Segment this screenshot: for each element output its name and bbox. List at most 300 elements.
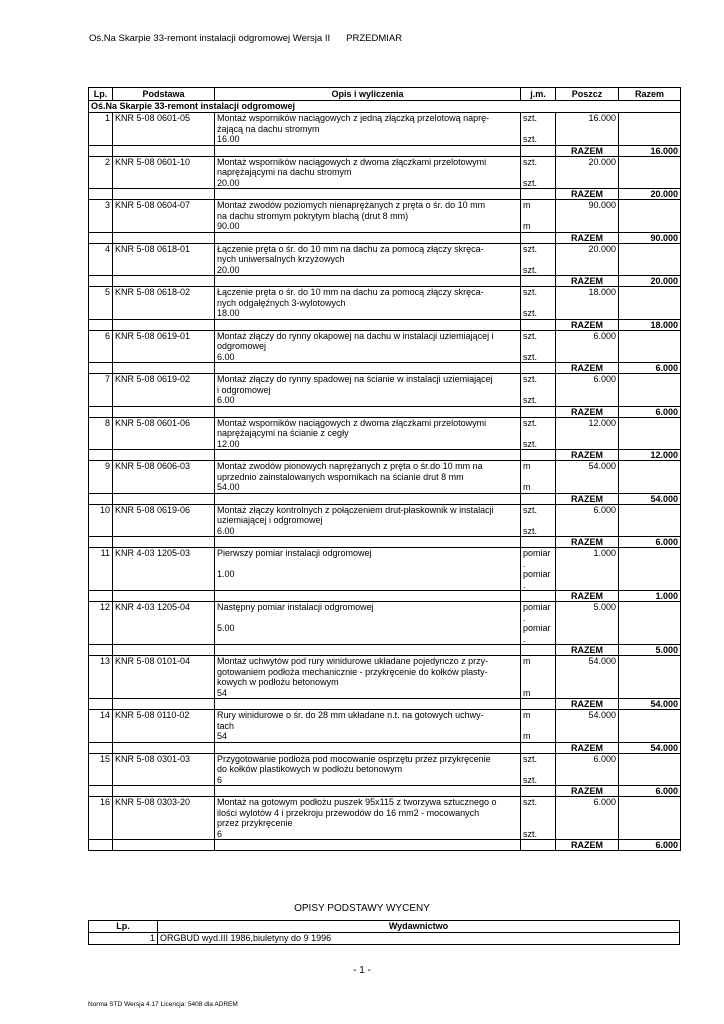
jm-bottom: pomiar: [523, 623, 551, 633]
jm-spacer: [523, 721, 553, 732]
opis-calc: 54.00: [217, 482, 240, 492]
opis-calc: 54: [217, 731, 228, 741]
jm-bottom: szt.: [523, 395, 538, 405]
razem-blank-cell: [113, 537, 215, 548]
razem-label: RAZEM: [556, 537, 619, 548]
razem-blank-cell: [215, 742, 521, 753]
row-jm: [521, 417, 556, 450]
opis-line: Montaż wsporników naciągowych z dwoma złączkami przelotowymi: [217, 156, 487, 167]
jm-spacer: [523, 298, 553, 309]
opis-line: do kołków plastikowych w podłożu betonowym: [217, 764, 403, 774]
razem-label: RAZEM: [556, 319, 619, 330]
document-type: PRZEDMIAR: [346, 33, 403, 44]
jm-bottom: szt.: [523, 177, 538, 188]
opis-line: uziemiającej i odgromowej: [217, 515, 323, 525]
jm-spacer: [523, 818, 553, 829]
razem-label: RAZEM: [556, 699, 619, 710]
row-lp: 11: [89, 548, 113, 591]
jm-bottom: m: [523, 221, 531, 231]
razem-row: [89, 406, 681, 417]
razem-blank-cell: [113, 406, 215, 417]
razem-value: 6.000: [619, 537, 681, 548]
razem-row: [89, 840, 681, 851]
jm-spacer: [523, 515, 553, 526]
row-podstawa: KNR 5-08 0601-06: [113, 417, 215, 450]
row-podstawa: KNR 5-08 0619-02: [113, 374, 215, 407]
opis-line: Montaż uchwytów pod rury winidurowe układane pojedynczo z przy-: [217, 656, 489, 666]
razem-row: [89, 189, 681, 200]
razem-label: RAZEM: [556, 276, 619, 287]
table-row: [89, 656, 681, 699]
razem-blank-cell: [521, 591, 556, 602]
jm-top: szt.: [523, 753, 538, 764]
row-jm: [521, 113, 556, 146]
row-podstawa: KNR 5-08 0618-02: [113, 287, 215, 320]
row-razem-empty: [619, 753, 681, 786]
jm-top: m: [523, 200, 531, 210]
razem-label: RAZEM: [556, 145, 619, 156]
opis-line: naprężającymi na dachu stromym: [217, 167, 352, 177]
row-poszcz: 20.000: [556, 243, 619, 276]
footer-license: Norma STD Wersja 4.17 Licencja: 5408 dla ADREM: [88, 1001, 238, 1008]
row-poszcz: 6.000: [556, 374, 619, 407]
row-jm: [521, 504, 556, 537]
opis-line: Łączenie pręta o śr. do 10 mm na dachu za pomocą złączy skręca-: [217, 287, 484, 297]
razem-blank-cell: [215, 232, 521, 243]
razem-row: [89, 786, 681, 797]
razem-blank-cell: [215, 145, 521, 156]
razem-value: 20.000: [619, 189, 681, 200]
jm-mid: .: [523, 558, 526, 569]
razem-label: RAZEM: [556, 363, 619, 374]
opis-calc: 6.00: [217, 351, 235, 362]
table-row: [89, 504, 681, 537]
jm-top: pomiar: [523, 548, 551, 558]
jm-spacer: [523, 764, 553, 775]
razem-label: RAZEM: [556, 591, 619, 602]
razem-value: 90.000: [619, 232, 681, 243]
col-header-razem: Razem: [619, 88, 681, 101]
row-poszcz: 18.000: [556, 287, 619, 320]
razem-blank-cell: [521, 840, 556, 851]
razem-blank-cell: [215, 645, 521, 656]
row-jm: [521, 548, 556, 591]
opis-line: kowych w podłożu betonowym: [217, 677, 339, 687]
razem-label: RAZEM: [556, 645, 619, 656]
opis-line: nych uniwersalnych krzyżowych: [217, 254, 345, 264]
row-lp: 3: [89, 200, 113, 233]
razem-row: [89, 493, 681, 504]
jm-top: m: [523, 656, 531, 666]
opis-line: gotowaniem podłoża mechanicznie - przykręcenie do kołków plasty-: [217, 666, 488, 677]
row-poszcz: 54.000: [556, 710, 619, 743]
row-razem-empty: [619, 200, 681, 233]
row-opis: [215, 243, 521, 276]
table-row: [89, 156, 681, 189]
table-header-row: [89, 88, 681, 101]
jm-top: szt.: [523, 417, 538, 428]
row-lp: 7: [89, 374, 113, 407]
row-opis: [215, 287, 521, 320]
row-poszcz: 6.000: [556, 753, 619, 786]
jm-bottom: m: [523, 482, 531, 492]
razem-blank-cell: [215, 406, 521, 417]
jm-bottom: szt.: [523, 264, 538, 275]
opis-calc: 5.00: [217, 623, 235, 633]
razem-blank-cell: [521, 450, 556, 461]
jm-spacer: [523, 341, 553, 352]
row-lp: 10: [89, 504, 113, 537]
jm-top: szt.: [523, 156, 538, 167]
row-opis: [215, 330, 521, 363]
jm-spacer: [523, 167, 553, 178]
row-lp: 2: [89, 156, 113, 189]
razem-blank-cell: [113, 840, 215, 851]
table-row: [89, 417, 681, 450]
row-opis: [215, 156, 521, 189]
razem-blank-cell: [521, 742, 556, 753]
row-poszcz: 1.000: [556, 548, 619, 591]
row-razem-empty: [619, 504, 681, 537]
row-jm: [521, 243, 556, 276]
razem-row: [89, 363, 681, 374]
row-jm: [521, 287, 556, 320]
razem-blank-cell: [113, 232, 215, 243]
razem-blank-cell: [89, 145, 113, 156]
razem-row: [89, 537, 681, 548]
row-opis: [215, 797, 521, 840]
opis-line: odgromowej: [217, 341, 267, 351]
razem-label: RAZEM: [556, 742, 619, 753]
opisy-table: [88, 920, 680, 945]
row-razem-empty: [619, 113, 681, 146]
jm-top: m: [523, 710, 531, 720]
jm-bottom: szt.: [523, 828, 538, 839]
row-jm: [521, 156, 556, 189]
opis-calc: 12.00: [217, 438, 240, 449]
row-podstawa: KNR 5-08 0619-06: [113, 504, 215, 537]
row-lp: 12: [89, 602, 113, 645]
razem-blank-cell: [521, 493, 556, 504]
jm-bottom: pomiar: [523, 569, 551, 579]
page-number: - 1 -: [353, 965, 371, 976]
jm-spacer: [523, 254, 553, 265]
razem-blank-cell: [521, 189, 556, 200]
razem-blank-cell: [113, 363, 215, 374]
razem-value: 54.000: [619, 699, 681, 710]
row-poszcz: 54.000: [556, 656, 619, 699]
page-header: [89, 33, 402, 44]
jm-bottom: szt.: [523, 134, 538, 144]
opis-line: [217, 613, 518, 624]
jm-spacer: [523, 667, 553, 678]
razem-value: 5.000: [619, 645, 681, 656]
razem-row: [89, 591, 681, 602]
razem-blank-cell: [215, 591, 521, 602]
razem-blank-cell: [521, 232, 556, 243]
opis-calc: 6.00: [217, 525, 235, 536]
razem-blank-cell: [113, 493, 215, 504]
opis-line: Montaż złączy do rynny okapowej na dachu w instalacji uziemiającej i: [217, 330, 494, 341]
jm-bottom: m: [523, 731, 531, 741]
row-razem-empty: [619, 243, 681, 276]
col-header-poszcz: Poszcz: [556, 88, 619, 101]
opis-calc: 20.00: [217, 177, 240, 188]
row-jm: [521, 374, 556, 407]
razem-blank-cell: [89, 537, 113, 548]
row-podstawa: KNR 4-03 1205-04: [113, 602, 215, 645]
opisy-row: [89, 933, 680, 945]
row-razem-empty: [619, 461, 681, 494]
razem-blank-cell: [113, 450, 215, 461]
razem-blank-cell: [89, 450, 113, 461]
row-opis: [215, 602, 521, 645]
razem-blank-cell: [521, 406, 556, 417]
razem-row: [89, 276, 681, 287]
razem-row: [89, 645, 681, 656]
opis-line: żającą na dachu stromym: [217, 123, 320, 134]
razem-value: 1.000: [619, 591, 681, 602]
row-podstawa: KNR 5-08 0303-20: [113, 797, 215, 840]
razem-blank-cell: [215, 786, 521, 797]
jm-top: szt.: [523, 113, 538, 123]
row-lp: 4: [89, 243, 113, 276]
przedmiar-table: [88, 87, 681, 851]
row-razem-empty: [619, 156, 681, 189]
opis-line: ilości wylotów 4 i przekroju przewodów do 16 mm2 - mocowanych: [217, 807, 480, 818]
razem-blank-cell: [89, 406, 113, 417]
razem-blank-cell: [89, 363, 113, 374]
row-podstawa: KNR 5-08 0604-07: [113, 200, 215, 233]
row-jm: [521, 797, 556, 840]
row-lp: 15: [89, 753, 113, 786]
opis-calc: 16.00: [217, 134, 240, 144]
table-row: [89, 287, 681, 320]
opis-line: Montaż wsporników naciągowych z jedną złączką przelotową naprę-: [217, 113, 490, 123]
table-row: [89, 200, 681, 233]
row-poszcz: 16.000: [556, 113, 619, 146]
row-poszcz: 90.000: [556, 200, 619, 233]
row-razem-empty: [619, 797, 681, 840]
jm-top: szt.: [523, 504, 538, 515]
opis-line: naprężającymi na ścianie z cegły: [217, 428, 349, 438]
jm-spacer: [523, 677, 553, 688]
opis-line: na dachu stromym pokrytym blachą (drut 8 mm): [217, 210, 409, 221]
row-podstawa: KNR 5-08 0606-03: [113, 461, 215, 494]
row-opis: [215, 656, 521, 699]
razem-blank-cell: [521, 537, 556, 548]
row-poszcz: 5.000: [556, 602, 619, 645]
row-jm: [521, 656, 556, 699]
razem-blank-cell: [89, 319, 113, 330]
opisy-title: OPISY PODSTAWY WYCENY: [294, 903, 430, 914]
row-opis: [215, 374, 521, 407]
table-row: [89, 374, 681, 407]
opis-calc: 54: [217, 687, 228, 698]
table-row: [89, 330, 681, 363]
razem-value: 6.000: [619, 840, 681, 851]
jm-spacer: [523, 211, 553, 222]
row-poszcz: 6.000: [556, 797, 619, 840]
razem-blank-cell: [89, 645, 113, 656]
jm-bottom: szt.: [523, 308, 538, 318]
row-lp: 13: [89, 656, 113, 699]
opis-calc: 18.00: [217, 308, 240, 318]
row-jm: [521, 461, 556, 494]
row-podstawa: KNR 5-08 0618-01: [113, 243, 215, 276]
razem-blank-cell: [215, 363, 521, 374]
row-razem-empty: [619, 330, 681, 363]
razem-blank-cell: [89, 742, 113, 753]
row-poszcz: 6.000: [556, 330, 619, 363]
razem-label: RAZEM: [556, 450, 619, 461]
razem-blank-cell: [113, 786, 215, 797]
razem-blank-cell: [113, 645, 215, 656]
col-header-jm: j.m.: [521, 88, 556, 101]
opis-calc: 1.00: [217, 569, 235, 579]
razem-blank-cell: [113, 591, 215, 602]
row-opis: [215, 461, 521, 494]
razem-blank-cell: [113, 742, 215, 753]
col-header-opis: Opis i wyliczenia: [215, 88, 521, 101]
opis-line: przez przykręcenie: [217, 818, 293, 828]
opis-line: Pierwszy pomiar instalacji odgromowej: [217, 548, 372, 558]
opis-line: Montaż zwodów pionowych naprężanych z pręta o śr.do 10 mm na: [217, 461, 483, 471]
row-jm: [521, 330, 556, 363]
table-row: [89, 602, 681, 645]
razem-blank-cell: [521, 145, 556, 156]
razem-value: 54.000: [619, 742, 681, 753]
opis-calc: 90.00: [217, 221, 240, 231]
row-lp: 1: [89, 113, 113, 146]
row-jm: [521, 602, 556, 645]
razem-blank-cell: [113, 276, 215, 287]
razem-row: [89, 319, 681, 330]
jm-spacer: [523, 428, 553, 439]
razem-row: [89, 450, 681, 461]
row-opis: [215, 417, 521, 450]
razem-value: 54.000: [619, 493, 681, 504]
table-row: [89, 753, 681, 786]
razem-blank-cell: [89, 699, 113, 710]
row-jm: [521, 200, 556, 233]
opisy-col-wydawnictwo: Wydawnictwo: [158, 921, 680, 933]
opisy-row-wydawnictwo: ORGBUD wyd.III 1986,biuletyny do 9 1996: [158, 933, 680, 945]
row-jm: [521, 710, 556, 743]
razem-blank-cell: [215, 493, 521, 504]
opis-line: uprzednio zainstalowanych wspornikach na ścianie drut 8 mm: [217, 471, 464, 482]
document-title: Oś.Na Skarpie 33-remont instalacji odgromowej Wersja II: [89, 33, 331, 44]
razem-blank-cell: [113, 699, 215, 710]
jm-top: szt.: [523, 243, 538, 254]
row-opis: [215, 710, 521, 743]
razem-label: RAZEM: [556, 232, 619, 243]
opis-calc: 6.00: [217, 395, 235, 405]
row-lp: 14: [89, 710, 113, 743]
row-razem-empty: [619, 417, 681, 450]
jm-after: .: [523, 579, 526, 590]
razem-blank-cell: [521, 786, 556, 797]
col-header-podstawa: Podstawa: [113, 88, 215, 101]
opis-line: i odgromowej: [217, 384, 271, 395]
opis-line: Montaż wsporników naciągowych z dwoma złączkami przelotowymi: [217, 417, 487, 428]
row-lp: 5: [89, 287, 113, 320]
section-row: [89, 101, 681, 113]
razem-blank-cell: [89, 232, 113, 243]
row-razem-empty: [619, 287, 681, 320]
row-podstawa: KNR 5-08 0101-04: [113, 656, 215, 699]
jm-bottom: szt.: [523, 438, 538, 449]
opis-line: Przygotowanie podłoża pod mocowanie osprzętu przez przykręcenie: [217, 753, 491, 764]
row-poszcz: 12.000: [556, 417, 619, 450]
opis-line: Rury winidurowe o śr. do 28 mm układane n.t. na gotowych uchwy-: [217, 710, 484, 720]
jm-spacer: [523, 472, 553, 483]
jm-bottom: szt.: [523, 525, 538, 536]
razem-blank-cell: [89, 189, 113, 200]
row-razem-empty: [619, 656, 681, 699]
razem-label: RAZEM: [556, 840, 619, 851]
jm-top: szt.: [523, 330, 538, 341]
razem-row: [89, 742, 681, 753]
jm-top: pomiar: [523, 602, 551, 612]
razem-value: 6.000: [619, 406, 681, 417]
razem-value: 20.000: [619, 276, 681, 287]
opisy-col-lp: Lp.: [89, 921, 158, 933]
opis-calc: 6: [217, 774, 223, 785]
razem-label: RAZEM: [556, 493, 619, 504]
jm-bottom: m: [523, 687, 531, 698]
razem-blank-cell: [89, 276, 113, 287]
row-lp: 8: [89, 417, 113, 450]
razem-blank-cell: [215, 450, 521, 461]
opis-line: Montaż na gotowym podłożu puszek 95x115 z tworzywa sztucznego o: [217, 797, 497, 807]
opis-line: Montaż zwodów poziomych nienaprężanych z pręta o śr. do 10 mm: [217, 200, 486, 210]
razem-value: 6.000: [619, 786, 681, 797]
opis-line: Montaż złączy kontrolnych z połączeniem drut-płaskownik w instalacji: [217, 504, 494, 515]
razem-value: 16.000: [619, 145, 681, 156]
table-row: [89, 548, 681, 591]
jm-top: szt.: [523, 797, 538, 807]
row-razem-empty: [619, 602, 681, 645]
row-podstawa: KNR 4-03 1205-03: [113, 548, 215, 591]
opis-line: Łączenie pręta o śr. do 10 mm na dachu za pomocą złączy skręca-: [217, 243, 484, 254]
razem-blank-cell: [521, 699, 556, 710]
table-row: [89, 797, 681, 840]
row-podstawa: KNR 5-08 0601-05: [113, 113, 215, 146]
jm-mid: .: [523, 612, 526, 623]
row-poszcz: 6.000: [556, 504, 619, 537]
razem-blank-cell: [521, 645, 556, 656]
row-lp: 9: [89, 461, 113, 494]
row-podstawa: KNR 5-08 0619-01: [113, 330, 215, 363]
jm-spacer: [523, 808, 553, 819]
opis-line: tach: [217, 720, 235, 731]
razem-blank-cell: [215, 537, 521, 548]
razem-blank-cell: [89, 840, 113, 851]
row-razem-empty: [619, 710, 681, 743]
row-poszcz: 54.000: [556, 461, 619, 494]
razem-blank-cell: [113, 319, 215, 330]
row-podstawa: KNR 5-08 0301-03: [113, 753, 215, 786]
jm-bottom: szt.: [523, 774, 538, 785]
row-opis: [215, 548, 521, 591]
jm-bottom: szt.: [523, 351, 538, 362]
razem-blank-cell: [215, 189, 521, 200]
col-header-lp: Lp.: [89, 88, 113, 101]
razem-label: RAZEM: [556, 406, 619, 417]
row-opis: [215, 753, 521, 786]
opis-line: [217, 559, 518, 570]
